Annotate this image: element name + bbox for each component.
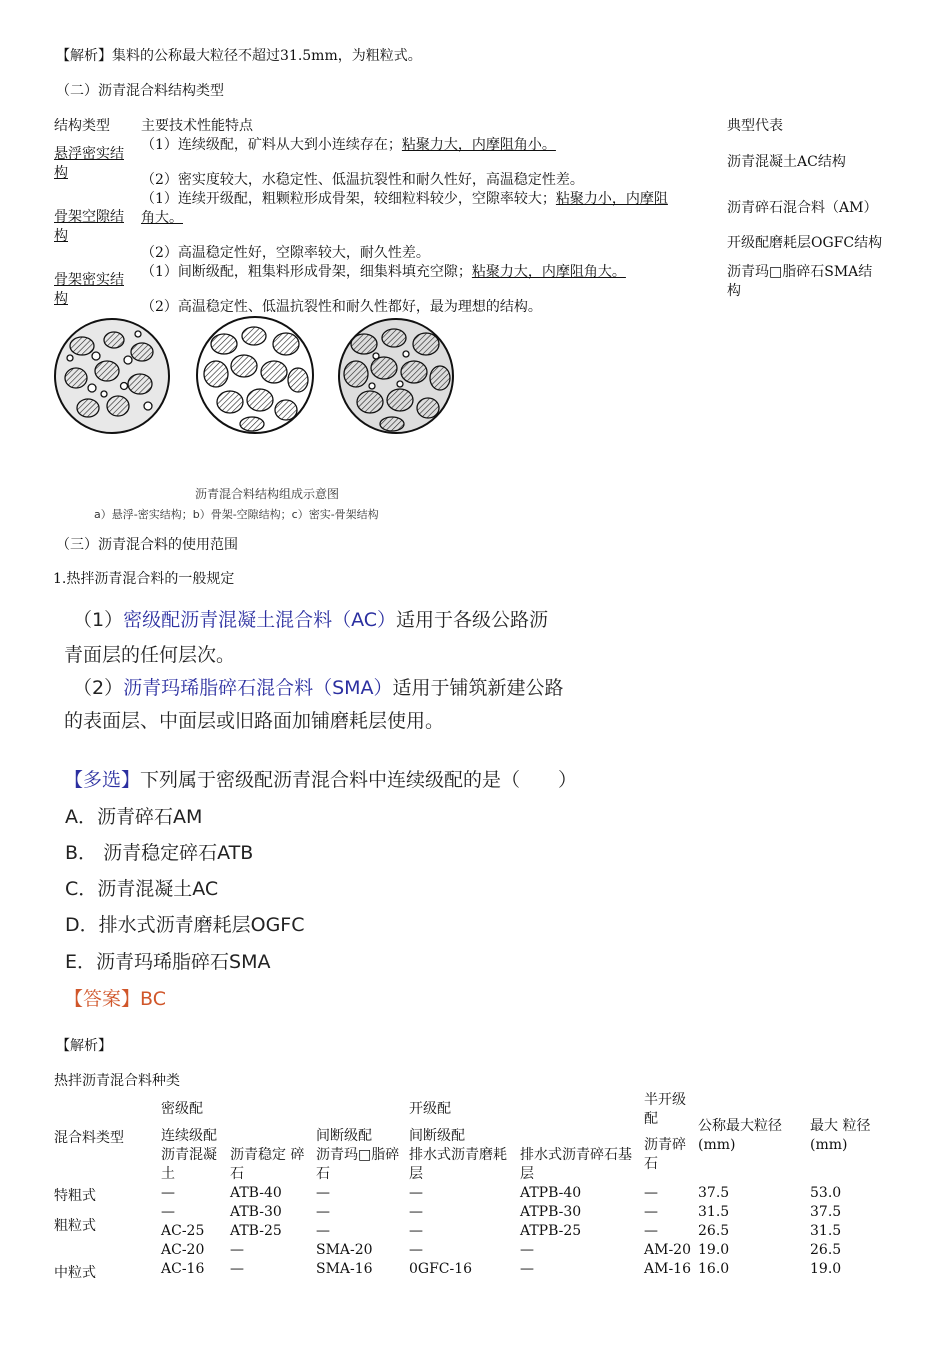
structure-type-1-cont: 构 [54, 165, 68, 181]
cell-atpb: ATPB-40 [520, 1185, 582, 1201]
answer: 【答案】BC [64, 988, 166, 1010]
cell-am: AM-20 [644, 1242, 691, 1258]
cell-am: — [644, 1185, 658, 1201]
col-header-representative: 典型代表 [727, 118, 783, 134]
cell-am: — [644, 1223, 658, 1239]
cell-ogfc: — [409, 1204, 423, 1220]
group-semi: 半开级 [644, 1092, 686, 1108]
cell-ogfc: — [409, 1242, 423, 1258]
cell-nom: 26.5 [698, 1223, 730, 1239]
cell-ac: AC-16 [161, 1261, 205, 1277]
paragraph-1-cont: 青面层的任何层次。 [64, 644, 236, 666]
group-semi-cont: 配 [644, 1111, 658, 1127]
cell-atb: — [230, 1261, 244, 1277]
cell-ac: — [161, 1204, 175, 1220]
analysis-line: 【解析】集料的公称最大粒径不超过31.5mm，为粗粒式。 [56, 48, 422, 64]
type-medium: 中粒式 [54, 1265, 96, 1281]
figure-caption: 沥青混合料结构组成示意图 [195, 487, 340, 501]
cell-sma: — [316, 1223, 330, 1239]
table-title: 热拌沥青混合料种类 [54, 1073, 180, 1089]
cell-atb: ATB-40 [230, 1185, 282, 1201]
col-header-features: 主要技术性能特点 [141, 118, 253, 134]
representative-2b: 开级配磨耗层OGFC结构 [727, 235, 883, 251]
cell-atpb: — [520, 1261, 534, 1277]
structure-type-1: 悬浮密实结 [54, 146, 124, 162]
col-nominal-size: 公称最大粒径 (mm) [698, 1118, 782, 1153]
option-e: E．沥青玛琋脂碎石SMA [65, 951, 271, 973]
cell-atpb: ATPB-25 [520, 1223, 582, 1239]
feature-1-1: （1）连续级配，矿料从大到小连续存在；粘聚力大，内摩阻角小。 [141, 137, 556, 153]
structure-type-2: 骨架空隙结 [54, 209, 124, 225]
option-c: C．沥青混凝土AC [65, 878, 219, 900]
cell-am: AM-16 [644, 1261, 691, 1277]
paragraph-2: （2）沥青玛琋脂碎石混合料（SMA）适用于铺筑新建公路 [73, 677, 564, 699]
representative-3b: 构 [727, 283, 741, 299]
col-sma: 间断级配 沥青玛□脂碎 石 [316, 1128, 400, 1182]
cell-max: 53.0 [810, 1185, 842, 1201]
col-atb: 沥青稳定 碎 石 [230, 1147, 305, 1182]
cell-ogfc: 0GFC-16 [409, 1261, 473, 1277]
cell-atpb: — [520, 1242, 534, 1258]
cell-sma: — [316, 1185, 330, 1201]
option-a: A．沥青碎石AM [65, 806, 203, 828]
cell-type: 特粗式 [54, 1188, 96, 1204]
representative-2: 沥青碎石混合料（AM） [727, 200, 878, 216]
col-am: 沥青碎 石 [644, 1137, 686, 1172]
cell-atb: — [230, 1242, 244, 1258]
paragraph-2-cont: 的表面层、中面层或旧路面加铺磨耗层使用。 [64, 710, 445, 732]
group-open: 开级配 [409, 1101, 451, 1117]
option-b: B． 沥青稳定碎石ATB [65, 842, 254, 864]
cell-sma: — [316, 1204, 330, 1220]
type-coarse: 粗粒式 [54, 1218, 96, 1234]
cell-ac: AC-20 [161, 1242, 205, 1258]
feature-3-2: （2）高温稳定性、低温抗裂性和耐久性都好，最为理想的结构。 [141, 299, 542, 315]
cell-ogfc: — [409, 1223, 423, 1239]
representative-1: 沥青混凝土AC结构 [727, 154, 846, 170]
skeleton-void-structure-diagram [194, 314, 316, 436]
cell-max: 19.0 [810, 1261, 842, 1277]
cell-atb: ATB-30 [230, 1204, 282, 1220]
col-header-type: 结构类型 [54, 118, 110, 134]
question: 【多选】下列属于密级配沥青混合料中连续级配的是（ ） [64, 769, 578, 791]
cell-atpb: ATPB-30 [520, 1204, 582, 1220]
feature-2-2: （2）高温稳定性好，空隙率较大，耐久性差。 [141, 245, 430, 261]
group-dense: 密级配 [161, 1101, 203, 1117]
col-ogfc: 间断级配 排水式沥青磨耗 层 [409, 1128, 507, 1182]
option-d: D．排水式沥青磨耗层OGFC [65, 914, 305, 936]
cell-max: 31.5 [810, 1223, 842, 1239]
feature-2-1: （1）连续开级配，粗颗粒形成骨架，较细粒料较少，空隙率较大；粘聚力小，内摩阻 [141, 191, 668, 207]
paragraph-1: （1）密级配沥青混凝土混合料（AC）适用于各级公路沥 [73, 609, 549, 631]
col-max-size: 最大 粒径 (mm) [810, 1118, 871, 1153]
cell-ac: — [161, 1185, 175, 1201]
feature-1-2: （2）密实度较大，水稳定性、低温抗裂性和耐久性好，高温稳定性差。 [141, 172, 584, 188]
feature-3-1: （1）间断级配，粗集料形成骨架，细集料填充空隙；粘聚力大，内摩阻角大。 [141, 264, 626, 280]
dense-skeleton-structure-diagram [336, 316, 456, 436]
cell-sma: SMA-16 [316, 1261, 373, 1277]
section-title-3: （三）沥青混合料的使用范围 [56, 537, 238, 553]
structure-type-3-cont: 构 [54, 291, 68, 307]
cell-atb: ATB-25 [230, 1223, 282, 1239]
cell-nom: 19.0 [698, 1242, 730, 1258]
figure-subcaption: a）悬浮-密实结构；b）骨架-空隙结构；c）密实-骨架结构 [94, 508, 379, 521]
col-atpb: 排水式沥青碎石基 层 [520, 1147, 632, 1182]
cell-ogfc: — [409, 1185, 423, 1201]
representative-3: 沥青玛□脂碎石SMA结 [727, 264, 873, 280]
cell-max: 37.5 [810, 1204, 842, 1220]
structure-type-3: 骨架密实结 [54, 272, 124, 288]
structure-type-2-cont: 构 [54, 228, 68, 244]
cell-sma: SMA-20 [316, 1242, 373, 1258]
cell-ac: AC-25 [161, 1223, 205, 1239]
analysis-title: 【解析】 [56, 1038, 112, 1054]
col-mix-type: 混合料类型 [54, 1130, 124, 1146]
subsection-title: 1.热拌沥青混合料的一般规定 [53, 571, 235, 587]
section-title: （二）沥青混合料结构类型 [56, 83, 224, 99]
cell-max: 26.5 [810, 1242, 842, 1258]
cell-am: — [644, 1204, 658, 1220]
cell-nom: 31.5 [698, 1204, 730, 1220]
suspended-dense-structure-diagram [52, 316, 172, 436]
feature-2-1-cont: 角大。 [141, 210, 183, 226]
col-ac: 连续级配 沥青混凝 土 [161, 1128, 217, 1182]
cell-nom: 16.0 [698, 1261, 730, 1277]
cell-nom: 37.5 [698, 1185, 730, 1201]
